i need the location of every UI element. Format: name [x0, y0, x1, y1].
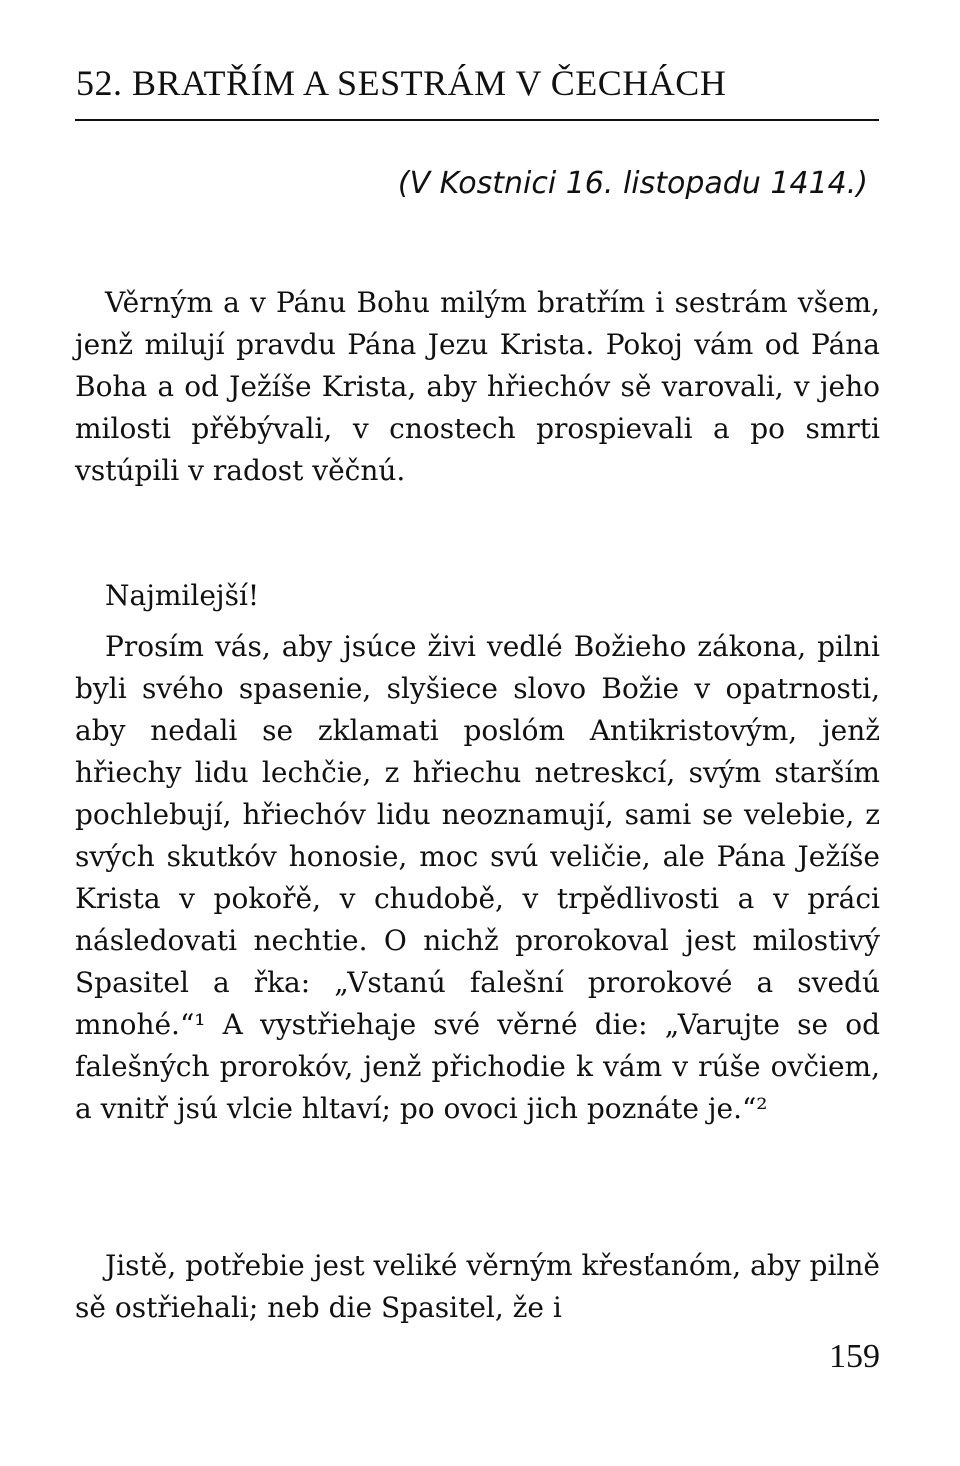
greeting-paragraph: Věrným a v Pánu Bohu milým bratřím i sestrám všem, jenž milují pravdu Pána Jezu Krista. Pokoj vám od Pána Boha a od Ježíše Krista, aby hřiechóv sě varovali, v jeho milosti přěbývali, v cnostech prospievali a po smrti vstúpili v radost věčnú.	[75, 286, 880, 487]
body-paragraph-1: Prosím vás, aby jsúce živi vedlé Božieho zákona, pilni byli svého spasenie, slyšiece slovo Božie v opatrnosti, aby nedali se zklamati poslóm Antikristovým, jenž hřiechy lidu lechčie, z hřiechu netreskcí, svým starším pochlebují, hřiechóv lidu neoznamují, sami se velebie, z svých skutkóv honosie, moc svú veličie, ale Pána Ježíše Krista v pokořě, v chudobě, v trpědlivosti a v práci následovati nechtie. O nichž prorokoval jest milostivý Spasitel a řka: „Vstanú falešní prorokové a svedú mnohé.“¹ A vystřiehaje své věrné die: „Varujte se od falešných prorokóv, jenž přichodie k vám v rúše ovčiem, a vnitř jsú vlcie hltaví; po ovoci jich poznáte je.“²	[75, 630, 880, 1125]
header-rule	[75, 119, 879, 121]
dateline: (V Kostnici 16. listopadu 1414.)	[397, 166, 868, 201]
body-paragraph-2: Jistě, potřebie jest veliké věrným křesťanóm, aby pilně sě ostřiehali; neb die Spasitel, že i	[75, 1249, 880, 1324]
page-number: 159	[829, 1338, 880, 1375]
running-title: 52. BRATŘÍM A SESTRÁM V ČECHÁCH	[76, 63, 727, 103]
salutation: Najmilejší!	[105, 579, 260, 612]
